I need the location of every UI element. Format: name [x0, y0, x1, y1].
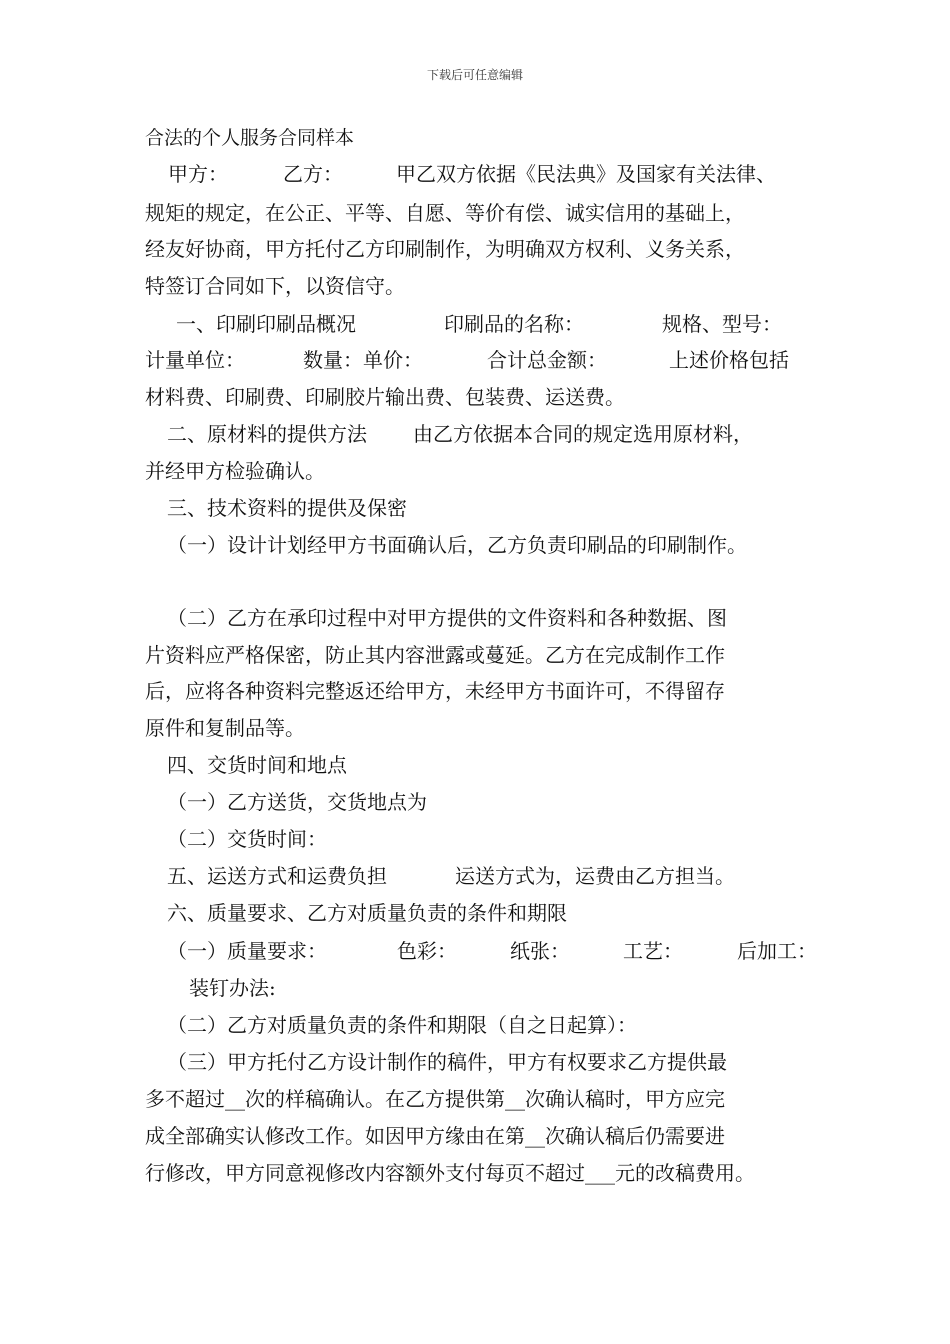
- field-label: 计量单位：: [145, 348, 245, 372]
- field-label: 数量：单价：: [303, 348, 423, 372]
- text-line: 行修改，甲方同意视修改内容额外支付每页不超过___元的改稿费用。: [145, 1161, 755, 1185]
- text-line: （一）设计计划经甲方书面确认后，乙方负责印刷品的印刷制作。: [167, 533, 747, 557]
- field-label: （一）质量要求：: [167, 939, 327, 963]
- text-line: 原件和复制品等。: [145, 716, 305, 740]
- text-line: （一）乙方送货，交货地点为: [167, 790, 427, 814]
- text-line: 成全部确实认修改工作。如因甲方缘由在第__次确认稿后仍需要进: [145, 1124, 725, 1148]
- field-label: 色彩：: [397, 939, 457, 963]
- document-title: 合法的个人服务合同样本: [145, 127, 355, 149]
- section-heading: 五、运送方式和运费负担: [167, 864, 387, 888]
- field-label: 工艺：: [623, 939, 683, 963]
- party-a-label: 甲方：: [168, 162, 228, 186]
- text-line: （三）甲方托付乙方设计制作的稿件，甲方有权要求乙方提供最: [167, 1050, 727, 1074]
- text-line: 材料费、印刷费、印刷胶片输出费、包装费、运送费。: [145, 385, 625, 409]
- section-heading: 四、交货时间和地点: [167, 753, 347, 777]
- field-label: 纸张：: [510, 939, 570, 963]
- field-label: 后加工：: [737, 939, 817, 963]
- text-line: 片资料应严格保密，防止其内容泄露或蔓延。乙方在完成制作工作: [145, 643, 725, 667]
- text-line: （二）乙方对质量负责的条件和期限（自之日起算）：: [167, 1013, 637, 1037]
- text-line: 后，应将各种资料完整返还给甲方，未经甲方书面许可，不得留存: [145, 679, 725, 703]
- field-label: 装钉办法:: [189, 976, 276, 1000]
- field-label: 印刷品的名称：: [444, 312, 584, 336]
- text-line: 并经甲方检验确认。: [145, 459, 325, 483]
- section-heading: 二、原材料的提供方法: [167, 422, 367, 446]
- page-header-note: 下载后可任意编辑: [426, 68, 523, 82]
- section-heading: 六、质量要求、乙方对质量负责的条件和期限: [167, 901, 567, 925]
- text-line: 甲乙双方依据《民法典》及国家有关法律、: [396, 162, 776, 186]
- field-label: 合计总金额：: [487, 348, 607, 372]
- section-heading: 一、印刷印刷品概况: [176, 312, 356, 336]
- text-line: （二）交货时间：: [167, 827, 327, 851]
- text-line: 运送方式为，运费由乙方担当。: [455, 864, 735, 888]
- text-line: 由乙方依据本合同的规定选用原材料，: [413, 422, 753, 446]
- text-line: 经友好协商，甲方托付乙方印刷制作，为明确双方权利、义务关系，: [145, 237, 745, 261]
- text-line: （二）乙方在承印过程中对甲方提供的文件资料和各种数据、图: [167, 606, 727, 630]
- field-label: 规格、型号：: [662, 312, 782, 336]
- text-line: 上述价格包括: [669, 348, 789, 372]
- text-line: 规矩的规定，在公正、平等、自愿、等价有偿、诚实信用的基础上，: [145, 201, 745, 225]
- text-line: 多不超过__次的样稿确认。在乙方提供第__次确认稿时，甲方应完: [145, 1087, 725, 1111]
- section-heading: 三、技术资料的提供及保密: [167, 496, 407, 520]
- text-line: 特签订合同如下，以资信守。: [145, 274, 405, 298]
- party-b-label: 乙方：: [283, 162, 343, 186]
